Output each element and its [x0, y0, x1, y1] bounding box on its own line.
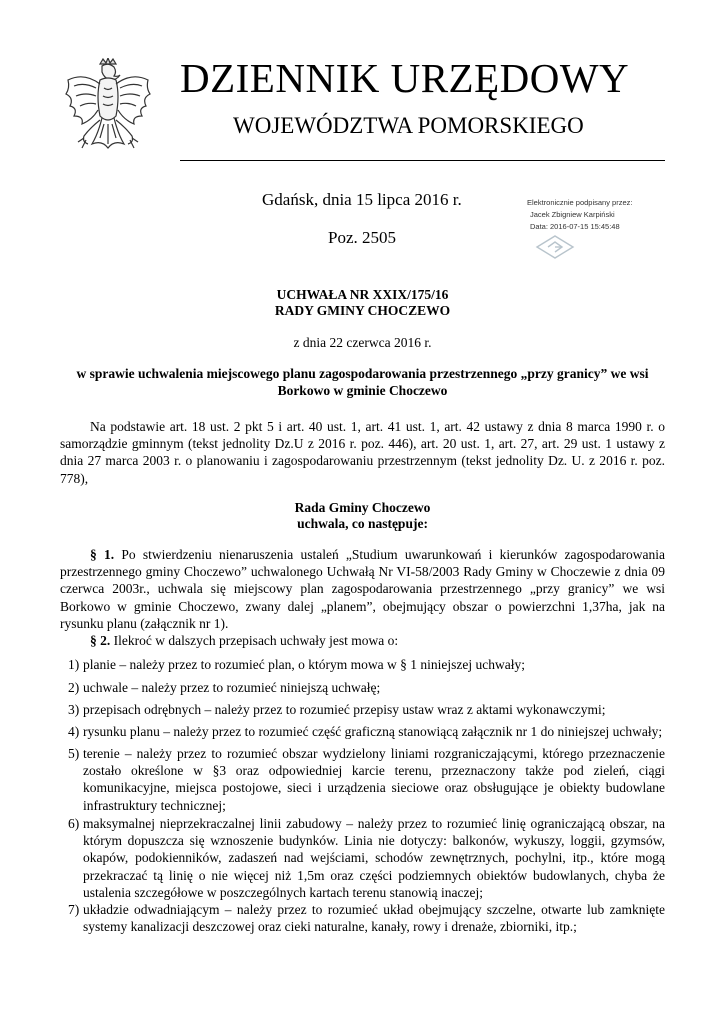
list-item-text: planie – należy przez to rozumieć plan, o którym mowa w § 1 niniejszej uchwały;: [83, 657, 525, 672]
signature-line-1: Elektronicznie podpisany przez:: [527, 198, 633, 207]
section-1-text: Po stwierdzeniu nienaruszenia ustaleń „Studium uwarunkowań i kierunków zagospodarowania przestrzennego gminy Choczewo” uchwalonego Uchwałą Nr VI-58/2003 Rady Gminy w Choczewie z dnia 09 czerwca 2003r., uchwala się miejscowy plan zagospodarowania przestrzennego „przy granicy” we wsi Borkowo w gminie Choczewo, zwany dalej „planem”, obejmujący obszar o powierzchni 1,37ha, jak na rysunku planu (załącznik nr 1).: [60, 547, 666, 631]
position-number: Poz. 2505: [328, 228, 396, 247]
journal-subtitle: WOJEWÓDZTWA POMORSKIEGO: [233, 113, 584, 138]
list-item: [68, 723, 665, 740]
list-item-number: 4): [68, 724, 80, 739]
list-item-text: przepisach odrębnych – należy przez to rozumieć przepisy ustaw wraz z aktami wykonawczymi;: [83, 702, 606, 717]
list-item-number: 5): [68, 746, 80, 761]
list-item-text: terenie – należy przez to rozumieć obszar wydzielony liniami rozgraniczającymi, którego przeznaczenie zostało określone w §3 oraz odpowiedniej karcie terenu, przeznaczony także pod zieleń, ciągi komunikacyjne, miejsca postojowe, sieci i urządzenia sieciowe oraz obsługujące je obiekty budowlane infrastruktury technicznej;: [83, 746, 665, 813]
resolution-subject-line-2: Borkowo w gminie Choczewo: [277, 383, 448, 398]
list-item-number: 7): [68, 902, 80, 917]
signature-signer: Jacek Zbigniew Karpiński: [530, 210, 615, 219]
journal-title: DZIENNIK URZĘDOWY: [180, 55, 630, 101]
section-2-text: Ilekroć w dalszych przepisach uchwały jest mowa o:: [113, 633, 399, 648]
resolution-date: z dnia 22 czerwca 2016 r.: [293, 335, 432, 350]
list-item: [68, 815, 665, 901]
header-divider: [180, 160, 665, 161]
list-item: [68, 679, 665, 696]
publication-date: Gdańsk, dnia 15 lipca 2016 r.: [262, 190, 462, 209]
list-item-text: maksymalnej nieprzekraczalnej linii zabudowy – należy przez to rozumieć linię ograniczającą obszar, na którym dopuszcza się wznoszenie budynków. Linia nie dotyczy: balkonów, wykuszy, loggii, gzymsów, okapów, podokienników, zadaszeń nad wejściami, schodów zewnętrznych, pochylni, itp., które mogą przekraczać tą linię o nie więcej niż 1,5m oraz części podziemnych obiektów budowlanych, chyba że ustalenia szczegółowe w poszczególnych kartach terenu stanowią inaczej;: [83, 816, 665, 900]
section-1: [60, 546, 665, 632]
section-1-label: § 1.: [90, 547, 115, 562]
section-2-label: § 2.: [90, 633, 111, 648]
list-item-text: rysunku planu – należy przez to rozumieć część graficzną stanowiącą załącznik nr 1 do niniejszej uchwały;: [83, 724, 663, 739]
list-item-text: uchwale – należy przez to rozumieć niniejszą uchwałę;: [83, 680, 381, 695]
signature-date: Data: 2016-07-15 15:45:48: [530, 222, 620, 231]
list-item-number: 1): [68, 657, 80, 672]
list-item-text: układzie odwadniającym – należy przez to rozumieć układ obejmujący szczelne, otwarte lub zamknięte systemy kanalizacji deszczowej oraz cieki naturalne, kanały, rowy i drenaże, zbiorniki, itp.;: [83, 902, 665, 935]
section-2: [60, 632, 665, 649]
list-item-number: 2): [68, 680, 80, 695]
list-item-number: 3): [68, 702, 80, 717]
list-item: [68, 701, 665, 718]
list-item: [68, 901, 665, 935]
resolution-number: UCHWAŁA NR XXIX/175/16: [276, 287, 449, 302]
list-item-number: 6): [68, 816, 80, 831]
resolution-subject-line-1: w sprawie uchwalenia miejscowego planu zagospodarowania przestrzennego „przy granicy” we wsi: [76, 366, 649, 381]
resolution-body: RADY GMINY CHOCZEWO: [274, 303, 451, 318]
list-item: [68, 745, 665, 814]
electronic-signature: [527, 197, 632, 233]
council-name: Rada Gminy Choczewo: [294, 500, 431, 515]
council-resolves: uchwala, co następuje:: [297, 516, 428, 531]
eagle-emblem-icon: [62, 58, 154, 168]
signature-seal-icon: [535, 234, 575, 260]
legal-basis: Na podstawie art. 18 ust. 2 pkt 5 i art. 40 ust. 1, art. 41 ust. 1, art. 42 ustawy z dnia 8 marca 1990 r. o samorządzie gminnym (tekst jednolity Dz.U z 2016 r. poz. 446), art. 20 ust. 1, art. 27, art. 29 ust. 1 ustawy z dnia 27 marca 2003 r. o planowaniu i zagospodarowaniu przestrzennym (tekst jednolity Dz. U. z 2016 r. poz. 778),: [60, 419, 665, 486]
list-item: [68, 656, 665, 673]
